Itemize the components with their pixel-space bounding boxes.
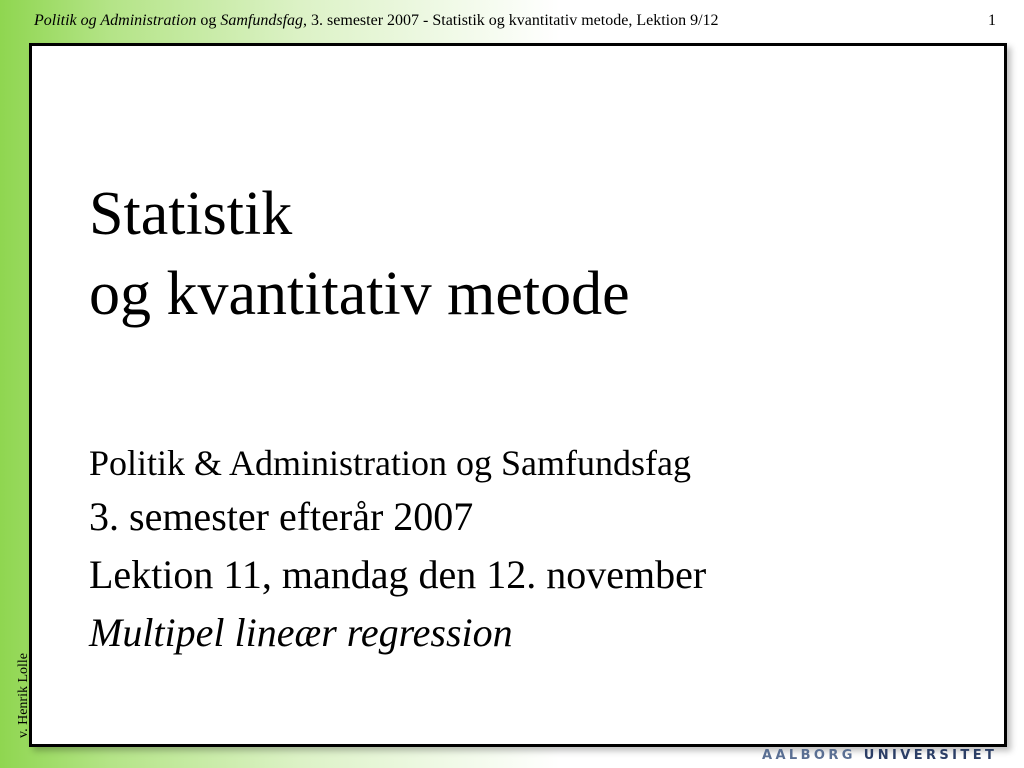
logo-aalborg: AALBORG (762, 748, 856, 763)
subtitle-lecture: Lektion 11, mandag den 12. november (89, 552, 707, 597)
title-line-2: og kvantitativ metode (89, 260, 630, 328)
subtitle-semester: 3. semester efterår 2007 (89, 494, 474, 539)
slide-subtitle (89, 438, 706, 662)
slide-header (0, 0, 1024, 40)
university-logo (762, 748, 997, 763)
logo-universitet: UNIVERSITET (863, 748, 998, 763)
subtitle-program: Politik & Administration og Samfundsfag (89, 443, 691, 483)
subtitle-topic: Multipel lineær regression (89, 610, 513, 655)
header-course-info: , 3. semester 2007 - Statistik og kvantitativ metode, Lektion 9/12 (303, 12, 719, 29)
header-connector: og (196, 12, 221, 29)
slide-number: 1 (988, 12, 996, 29)
title-line-1: Statistik (89, 180, 293, 248)
header-text (34, 12, 719, 30)
author-credit: v. Henrik Lolle (16, 652, 31, 738)
header-program-part1: Politik og Administration (34, 12, 197, 29)
header-program-part2: Samfundsfag (220, 12, 304, 29)
content-frame (29, 43, 1007, 747)
slide-title (89, 174, 630, 334)
